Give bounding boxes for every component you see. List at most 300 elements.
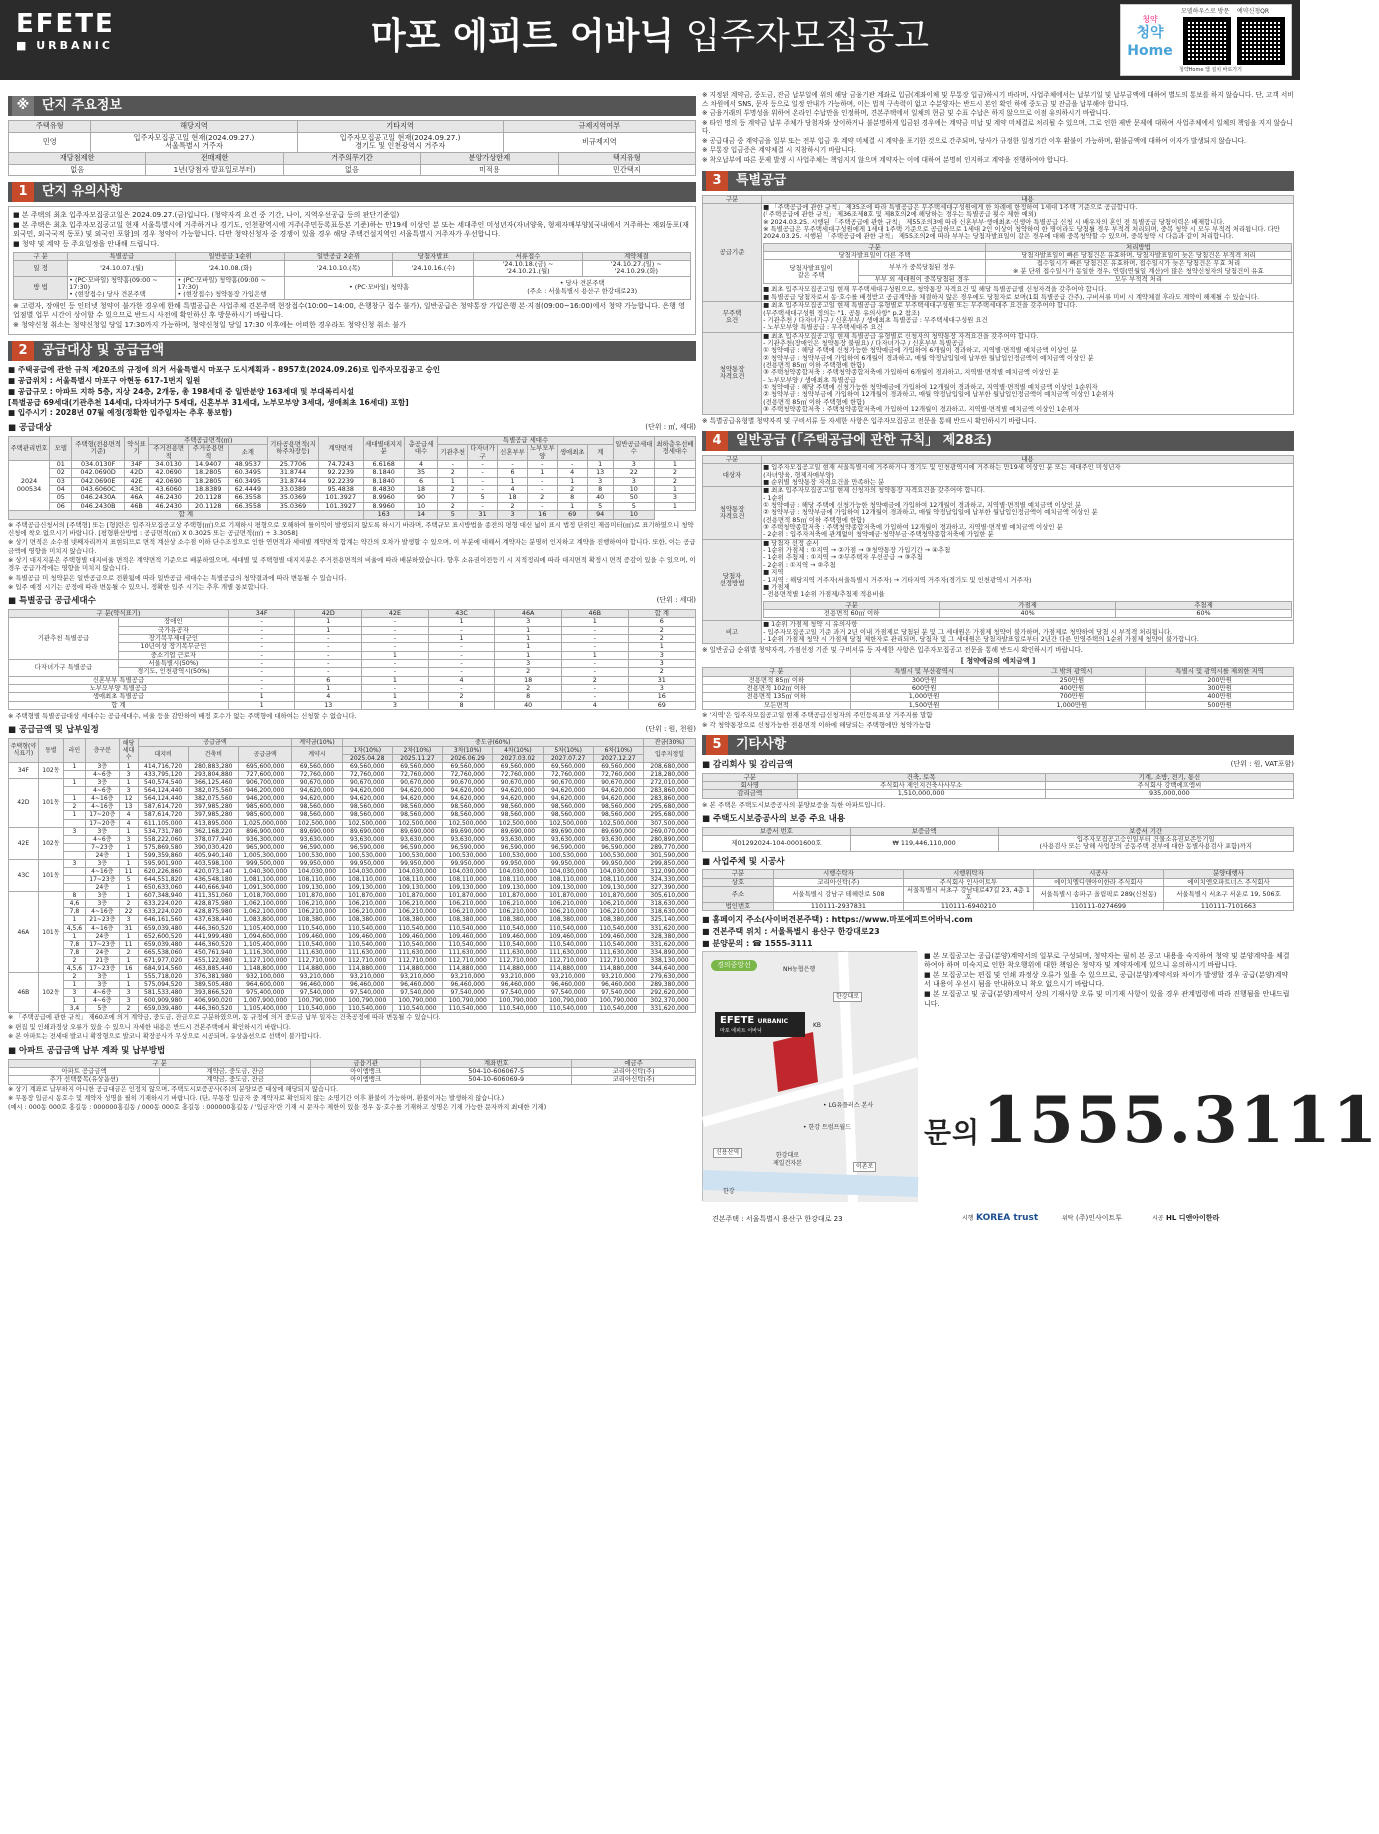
cell: 042.0690E xyxy=(72,477,124,485)
cell: 6.6168 xyxy=(363,461,404,469)
cell: 6 xyxy=(295,676,362,684)
cell: 109,130,000 xyxy=(593,884,643,892)
cell: 11 xyxy=(119,940,138,948)
cell: 110111-2937831 xyxy=(773,902,903,910)
efete-main: EFETE xyxy=(720,1015,755,1027)
cell: 2 xyxy=(498,502,528,510)
cell: 89,690,000 xyxy=(593,827,643,835)
text-line: - 1순위 추첨제 : ①지역 → ②무주택자 우선공급 → ③추첨 xyxy=(763,553,923,562)
cell: 계약금, 중도금, 잔금 xyxy=(160,1076,311,1084)
cell: 700만원 xyxy=(998,693,1146,701)
text-line: - 1지역 : 해당지역 거주자(서울특별시 거주자) → 기타지역 거주자(경기도 및 인천광역시 거주자) xyxy=(763,575,1032,584)
cell: 24층 xyxy=(85,884,119,892)
cell: 106,210,000 xyxy=(443,908,493,916)
cell: 92.2239 xyxy=(318,477,363,485)
cell: 272,010,000 xyxy=(644,779,696,787)
sponsor-name: (주)인사이트투 xyxy=(1076,1214,1123,1223)
table-row xyxy=(9,876,696,884)
ratio-table xyxy=(763,601,1292,619)
col-head: 주거전용면적 xyxy=(149,445,189,461)
cell: 93,210,000 xyxy=(292,972,342,980)
section-title: 공급대상 및 공급금액 xyxy=(42,343,165,359)
col-head: 추첨제 xyxy=(1116,601,1292,609)
table-row xyxy=(9,956,696,964)
text-line: ■ 최초 입주자모집공고일 현재 특별공급 유형별로 신청자의 청약통장 자격요건을 갖추어야 합니다. xyxy=(763,331,1039,340)
mgmt-no: 2024 000534 xyxy=(9,461,50,511)
cell: 109,460,000 xyxy=(493,932,543,940)
cell: 분양가상한제 xyxy=(421,152,558,164)
table-row xyxy=(9,916,696,924)
cell: 985,600,000 xyxy=(238,811,291,819)
price-subtitle xyxy=(8,725,696,736)
home-logo[interactable] xyxy=(1125,15,1175,67)
cell: 일 정 xyxy=(14,260,68,276)
cell: 102,500,000 xyxy=(543,819,593,827)
cell: 109,460,000 xyxy=(543,932,593,940)
cell: 24층 xyxy=(85,948,119,956)
cell: 10 xyxy=(613,511,654,519)
cell: 896,900,000 xyxy=(238,827,291,835)
cell: 112,710,000 xyxy=(443,956,493,964)
cell: 입주자모집공고일 현재(2024.09.27.) 경기도 및 인천광역시 거주자 xyxy=(297,132,503,152)
cell: 48.9537 xyxy=(228,461,268,469)
cell: - xyxy=(468,477,498,485)
cell: 46A xyxy=(124,494,149,502)
cell: 108,380,000 xyxy=(292,916,342,924)
cell: 382,075,560 xyxy=(188,787,238,795)
cell: 106,210,000 xyxy=(593,900,643,908)
contact-phone[interactable]: 1555.3111 xyxy=(982,1083,1379,1159)
cell: 기타지역 xyxy=(297,121,503,133)
cell: - xyxy=(438,461,468,469)
cell: 98,560,000 xyxy=(493,811,543,819)
section-title-notes xyxy=(8,182,696,202)
cell: 18 xyxy=(498,494,528,502)
text-line: ① 청약예금 : 해당 주택에 신청가능한 청약예금에 가입하여 12개월이 경과하고, 지역별·면적별 예치금액 이상인 1순위자 xyxy=(763,383,1098,392)
cell: 96,590,000 xyxy=(443,843,493,851)
text-line: ※ 지정된 계약금, 중도금, 잔금 납부일에 위의 해당 금융기관 계좌로 입금(계좌이체 및 무통장 입금)하시기 바라며, 사업주체에서는 납부기일 및 납부금액에 대하여 별도의 통보를 하지 않습니다. 단, 고객 서비스 차원에서 SNS, 문자 등으로 일정 안내가 가능하며, 이는 법적 구속력이 없고 수분양자는 반드시 본인 확인 하에 중도금 및 잔금을 납부해야 합니다. xyxy=(702,91,1294,108)
cell: 114,880,000 xyxy=(443,964,493,972)
cell: 34.0130 xyxy=(149,461,189,469)
cell: 102,500,000 xyxy=(342,819,392,827)
cell: 13 xyxy=(119,803,138,811)
cell: - xyxy=(362,618,429,626)
cell: 구 분 xyxy=(14,252,68,260)
cell: 서류접수 xyxy=(474,252,582,260)
notes-box xyxy=(8,206,696,335)
col-head: 처리방법 xyxy=(985,243,1291,251)
cell: 446,360,520 xyxy=(188,924,238,932)
homepage-link[interactable]: ■ 홈페이지 주소(사이버견본주택) : https://www.마포에피트어바닉.com xyxy=(702,915,973,925)
qr-code-icon[interactable] xyxy=(1183,17,1231,65)
cell: 540,574,540 xyxy=(138,779,188,787)
table-row xyxy=(9,964,696,972)
cell: 1 xyxy=(654,486,695,494)
cell: 4~16층 xyxy=(85,795,119,803)
section-mark: ※ xyxy=(12,96,34,116)
cell: 전용면적 135㎡ 이하 xyxy=(703,693,851,701)
cell: 1 xyxy=(495,651,562,659)
cell: 106,210,000 xyxy=(392,908,442,916)
cell: 4 xyxy=(561,701,628,709)
cell: 4~16층 xyxy=(85,867,119,875)
cell: 3 xyxy=(63,989,85,997)
cell: 42E xyxy=(124,477,149,485)
cell: - xyxy=(561,685,628,693)
col-head: 일반공급세대수 xyxy=(613,436,654,460)
cell: 31 xyxy=(119,924,138,932)
cell: 2 xyxy=(63,803,85,811)
sponsor-role: 시공 xyxy=(1152,1215,1164,1223)
cell: 111,630,000 xyxy=(392,948,442,956)
cell: 101.3927 xyxy=(318,502,363,510)
cell: 1년(당첨자 발표일로부터) xyxy=(146,164,283,176)
cell: 100,790,000 xyxy=(392,997,442,1005)
cell: 7,8 xyxy=(63,940,85,948)
cell: '24.10.07.(월) xyxy=(68,260,176,276)
cell: 2 xyxy=(119,900,138,908)
cell: 96,460,000 xyxy=(443,981,493,989)
row-label: 중소기업 근로자 xyxy=(118,651,228,659)
phone-line[interactable]: ■ 분양문의 : ☎ 1555-3111 xyxy=(702,939,813,949)
cell: 1,127,100,000 xyxy=(238,956,291,964)
cell: 331,620,000 xyxy=(644,1005,696,1013)
col-head: 신혼부부 xyxy=(498,445,528,461)
cell: 24층 xyxy=(85,851,119,859)
row-group: 기관추천 특별공급 xyxy=(9,618,119,660)
cell: 108,110,000 xyxy=(593,876,643,884)
cell: 414,716,720 xyxy=(138,762,188,770)
cell: 8.1840 xyxy=(363,477,404,485)
special-criteria xyxy=(763,204,1292,241)
qr-code-icon[interactable] xyxy=(1237,17,1285,65)
col-head: 42D xyxy=(295,609,362,617)
cell: 440,666,940 xyxy=(188,884,238,892)
text-line: ■ 본 모집공고는 편집 및 인쇄 과정상 오류가 있을 수 있으므로, 공급(분양)계약서와 차이가 발생할 경우 공급(분양)계약서 내용이 우선시 됨을 안내하오니 착오 없으시기 바랍니다. xyxy=(924,971,1289,989)
cell: 397,985,280 xyxy=(188,811,238,819)
cell: - xyxy=(228,643,295,651)
cell: 1 xyxy=(362,676,429,684)
cell: 66.3558 xyxy=(228,494,268,502)
row-label: 국가유공자 xyxy=(118,626,228,634)
cell: 17~20층 xyxy=(85,819,119,827)
efete-sub: URBANIC xyxy=(757,1018,789,1026)
cell: 108,110,000 xyxy=(292,876,342,884)
cell: 1,062,100,000 xyxy=(238,900,291,908)
type-cell: 42D xyxy=(9,779,39,827)
cell: 1 xyxy=(362,693,429,701)
special-note: ※ 주택형별 특별공급대상 세대수는 공급세대수, 비율 등을 감안하여 배정 호수가 없는 주택형에 대하여는 신청할 수 없습니다. xyxy=(8,712,357,721)
cell: 108,380,000 xyxy=(392,916,442,924)
cell: 102,500,000 xyxy=(443,819,493,827)
cell: 633,224,020 xyxy=(138,900,188,908)
col-head: 공급금액 xyxy=(238,746,291,762)
cell: 1 xyxy=(119,892,138,900)
table-row xyxy=(9,843,696,851)
text-line: ※ 주택공급신청서의 [주택형] 또는 [형]란은 입주자모집공고상 주택형(㎡)으로 기재하시 평형으로 오해하여 틀이익이 발생되지 않도록 하시기 바라며, 주택규모 표시방법을 종전의 평형 대신 넓이 표시 법정 단위인 제곱미터(㎡)로 표기하였으니 청약 신청에 착오 없으시기 바랍니다. [평형환산방법 : 공급면적(㎡) X 0.3025 또는 공급면적(㎡) ÷ 3.3058] xyxy=(8,520,694,537)
col-head: 주택형(전용면적기준) xyxy=(72,436,124,460)
cell: 327,390,000 xyxy=(644,884,696,892)
cell: 393,866,520 xyxy=(188,989,238,997)
col-head: 라인 xyxy=(63,738,85,762)
cell: 1,005,300,000 xyxy=(238,851,291,859)
text-line: ※ 청약신청 취소는 청약신청일 당일 17:30까지 가능하며, 청약신청일 당일 17:30 이후에는 어떠한 경우라도 청약신청 취소 불가 xyxy=(13,320,406,329)
cell: 1,081,100,000 xyxy=(238,876,291,884)
cell: 94 xyxy=(587,511,613,519)
section-title: 특별공급 xyxy=(736,172,787,188)
cell: 40% xyxy=(940,609,1116,617)
sponsor-name: HL 디앤아이한라 xyxy=(1166,1214,1220,1223)
text-line: - 1순위 가점제 : ①지역 → ②가점 → ③청약통장 가입기간 → ④추첨 xyxy=(763,546,951,555)
cell: 112,710,000 xyxy=(342,956,392,964)
cell xyxy=(63,851,85,859)
cell: 046.2430A xyxy=(72,494,124,502)
text-line: ③ 주택청약종합저축 : 주택청약종합저축에 가입하여 6개월이 경과하고, 지역별·면적별 예치금액 이상인 분 xyxy=(763,368,1059,377)
text-line: ③ 주택청약종합저축 : 주택청약종합저축에 가입하여 12개월이 경과하고, 지역별·면적별 예치금액 이상인 분 xyxy=(763,523,1063,532)
cell: 01 xyxy=(50,461,72,469)
cell: 그 밖의 광역시 xyxy=(998,668,1146,676)
cell: 2 xyxy=(495,668,562,676)
guarantee-title: ■ 주택도시보증공사의 보증 주요 내용 xyxy=(702,814,1294,825)
cell: 163 xyxy=(363,511,404,519)
supervisor-unit: (단위 : 원, VAT포함) xyxy=(1230,760,1294,769)
cell: 652,600,520 xyxy=(138,932,188,940)
cell xyxy=(63,843,85,851)
cell: 2 xyxy=(119,948,138,956)
table-row xyxy=(9,908,696,916)
text-line: ① 청약예금 : 해당 주택에 신청가능한 청약예금에 가입하여 6개월이 경과하고, 지역별·면적별 예치금액 이상인 분 xyxy=(763,346,1078,355)
cell: 1,105,400,000 xyxy=(238,924,291,932)
cell: 5 xyxy=(438,511,468,519)
table-row xyxy=(703,693,1294,701)
general-table xyxy=(702,455,1294,645)
cell: 98,560,000 xyxy=(443,803,493,811)
cell: - xyxy=(428,668,495,676)
cell: 397,985,280 xyxy=(188,803,238,811)
cell: 106,210,000 xyxy=(392,900,442,908)
cell: 03 xyxy=(50,477,72,485)
cell: 3 xyxy=(119,989,138,997)
cell: 90,670,000 xyxy=(443,779,493,787)
col-head: 3차(10%) xyxy=(443,746,493,754)
cell: - xyxy=(561,693,628,701)
cell: - xyxy=(228,626,295,634)
cell: 18.8389 xyxy=(188,486,228,494)
cell: 69,560,000 xyxy=(443,762,493,770)
cell: 50 xyxy=(613,494,654,502)
cell: 93,630,000 xyxy=(593,835,643,843)
cell: 93,630,000 xyxy=(443,835,493,843)
logo-main: EFETE xyxy=(16,9,115,39)
cell: 331,620,000 xyxy=(644,924,696,932)
cell: 06 xyxy=(50,502,72,510)
cell: 10 xyxy=(404,502,438,510)
cell: 35.0369 xyxy=(268,494,319,502)
cell: 1 xyxy=(63,997,85,1005)
cell: 13 xyxy=(587,469,613,477)
cell: 90 xyxy=(404,494,438,502)
cell: 89,690,000 xyxy=(292,827,342,835)
cell: 7,8 xyxy=(63,948,85,956)
page-title xyxy=(350,14,950,59)
dong-cell: 101동 xyxy=(38,859,63,891)
col-head: 43C xyxy=(428,609,495,617)
contact-number[interactable] xyxy=(924,1081,1379,1161)
cell: 5 xyxy=(613,502,654,510)
cell: 회사명 xyxy=(703,782,798,790)
cell: 서울특별시 송파구 올림픽로 289(신천동) xyxy=(1033,886,1163,902)
cell: 34F xyxy=(124,461,149,469)
cell: 283,860,000 xyxy=(644,795,696,803)
cell: 114,880,000 xyxy=(593,964,643,972)
cell: 40 xyxy=(587,494,613,502)
cell: 200만원 xyxy=(1146,676,1294,684)
cell: 964,600,000 xyxy=(238,981,291,989)
cell: 1 xyxy=(557,477,587,485)
row-label: 대상자 xyxy=(703,464,762,487)
cell: 7 xyxy=(438,494,468,502)
map-label: 한강대로 제일건자본 xyxy=(773,1152,802,1167)
text-line: ※ 무통장 입금증은 계약체결 시 지참하시기 바랍니다. xyxy=(702,146,856,155)
text-line: ※ 금융거래의 투명성을 위하여 온라인 수납만을 인정하며, 견본주택에서 일체의 현금 및 수표 수납은 하지 않으므로 이점 유의하시기 바랍니다. xyxy=(702,109,1111,118)
qr-panel xyxy=(1120,4,1292,76)
cell: 208,680,000 xyxy=(644,762,696,770)
cell: 946,200,000 xyxy=(238,787,291,795)
cell: 8.1840 xyxy=(363,469,404,477)
cell: 376,381,980 xyxy=(188,972,238,980)
col-head: 42E xyxy=(362,609,429,617)
general-selection xyxy=(763,540,1292,599)
cell: 1,083,800,000 xyxy=(238,916,291,924)
cell: 4~6층 xyxy=(85,997,119,1005)
cell: 2 xyxy=(628,668,695,676)
cell: 646,161,560 xyxy=(138,916,188,924)
cell: 감리금액 xyxy=(703,790,798,798)
cell: - xyxy=(228,659,295,667)
cell: 98,560,000 xyxy=(443,811,493,819)
cell: 4 xyxy=(557,469,587,477)
cell: 1 xyxy=(63,811,85,819)
cell: 3층 xyxy=(85,859,119,867)
cell: 100,530,000 xyxy=(543,851,593,859)
cell: 90,670,000 xyxy=(593,779,643,787)
table-row xyxy=(9,811,696,819)
cell: - xyxy=(428,659,495,667)
price-unit: (단위 : 원, 천원) xyxy=(645,725,696,734)
cell: 2 xyxy=(438,502,468,510)
location-map[interactable] xyxy=(702,951,917,1201)
cell: 111,630,000 xyxy=(593,948,643,956)
cell: 659,039,480 xyxy=(138,924,188,932)
cell: 94,620,000 xyxy=(493,787,543,795)
map-label: NH농협은행 xyxy=(783,966,816,974)
cell: - xyxy=(428,685,495,693)
col-head: 다자녀가구 xyxy=(468,445,498,461)
cell: 99,950,000 xyxy=(443,859,493,867)
col-head: 6차(10%) xyxy=(593,746,643,754)
cell: 72,760,000 xyxy=(342,771,392,779)
cell: 109,130,000 xyxy=(543,884,593,892)
cell: 042.0690D xyxy=(72,469,124,477)
special-footer: ※ 특별공급유형별 청약자격 및 구비서류 등 자세한 사항은 입주자모집공고 전문을 통해 반드시 확인하시기 바랍니다. xyxy=(702,416,1037,425)
cell: 218,280,000 xyxy=(644,771,696,779)
cell: 3 xyxy=(495,618,562,626)
account-table xyxy=(8,1059,696,1085)
cell: 93,210,000 xyxy=(593,972,643,980)
cell: 시행수탁자 xyxy=(773,870,903,878)
cell: 100,790,000 xyxy=(342,997,392,1005)
map-label: 한강대로 xyxy=(833,992,862,1002)
cell: 101,870,000 xyxy=(493,892,543,900)
cell: 034.0130F xyxy=(72,461,124,469)
cell: - xyxy=(228,676,295,684)
table-row xyxy=(9,900,696,908)
cell: 96,460,000 xyxy=(593,981,643,989)
cell: 69,560,000 xyxy=(593,762,643,770)
col-head: 주택관리번호 xyxy=(9,436,50,460)
cell: 46.2430 xyxy=(149,502,189,510)
cell: - xyxy=(468,469,498,477)
cell: 31.8744 xyxy=(268,469,319,477)
cell: 43C xyxy=(124,486,149,494)
cell: 3 xyxy=(613,477,654,485)
type-cell: 46B xyxy=(9,972,39,1012)
cell: 8 xyxy=(557,494,587,502)
text-line: ① 청약예금 : 해당 주택에 신청가능한 청약예금에 가입하여 12개월이 경과하고, 지역별·면적별 예치금액 이상인 분 xyxy=(763,500,1082,509)
cell: - xyxy=(428,651,495,659)
cell: 코리아신탁(주) xyxy=(572,1076,696,1084)
cell: 110,540,000 xyxy=(543,940,593,948)
text-line: - 노부모부양 특별공급 : 무주택세대주 요건 xyxy=(763,323,883,332)
duplicate-table xyxy=(763,243,1292,285)
cell: 428,875,980 xyxy=(188,900,238,908)
text-line: ■ 당첨자 선정 순서 xyxy=(763,538,819,547)
title-light: 입주자모집공고 xyxy=(674,16,930,57)
map-label: • 한강 트럼프월드 xyxy=(803,1124,851,1132)
cell: - xyxy=(362,685,429,693)
cell: 324,330,000 xyxy=(644,876,696,884)
cell: 110,540,000 xyxy=(593,1005,643,1013)
cell: 94,620,000 xyxy=(543,787,593,795)
cell: 1,007,900,000 xyxy=(238,997,291,1005)
cell: 607,348,940 xyxy=(138,892,188,900)
table-row xyxy=(9,469,696,477)
row-group: 생애최초 특별공급 xyxy=(9,693,229,701)
text-line: ■ 입주시기 : 2028년 07월 예정(정확한 입주일자는 추후 통보함) xyxy=(8,408,233,418)
cell: 코리아신탁(주) xyxy=(572,1067,696,1075)
cell: 94,620,000 xyxy=(493,795,543,803)
cell: - xyxy=(468,502,498,510)
text-line: [특별공급 69세대(기관추천 14세대, 다자녀가구 5세대, 신혼부부 31세대, 노부모부양 3세대, 생애최초 16세대) 포함] xyxy=(8,397,409,407)
cell: 3 xyxy=(495,659,562,667)
text-line: (전용면적 85㎡ 이하 주택형에 한함) xyxy=(763,397,865,406)
total-label: 합 계 xyxy=(9,511,364,519)
cell: 665,538,060 xyxy=(138,948,188,956)
account-notes xyxy=(8,1086,696,1113)
cell: 102,500,000 xyxy=(292,819,342,827)
cell: 293,804,880 xyxy=(188,771,238,779)
cell: 985,600,000 xyxy=(238,803,291,811)
cell: 4 xyxy=(295,693,362,701)
cell: 106,210,000 xyxy=(593,908,643,916)
cell: 5 xyxy=(587,502,613,510)
sponsor-logo: KOREA trust xyxy=(976,1213,1039,1224)
cell: 114,880,000 xyxy=(392,964,442,972)
cell: 325,140,000 xyxy=(644,916,696,924)
cell: 62.4449 xyxy=(228,486,268,494)
cell: 97,540,000 xyxy=(493,989,543,997)
cell: 1,500만원 xyxy=(850,701,998,709)
